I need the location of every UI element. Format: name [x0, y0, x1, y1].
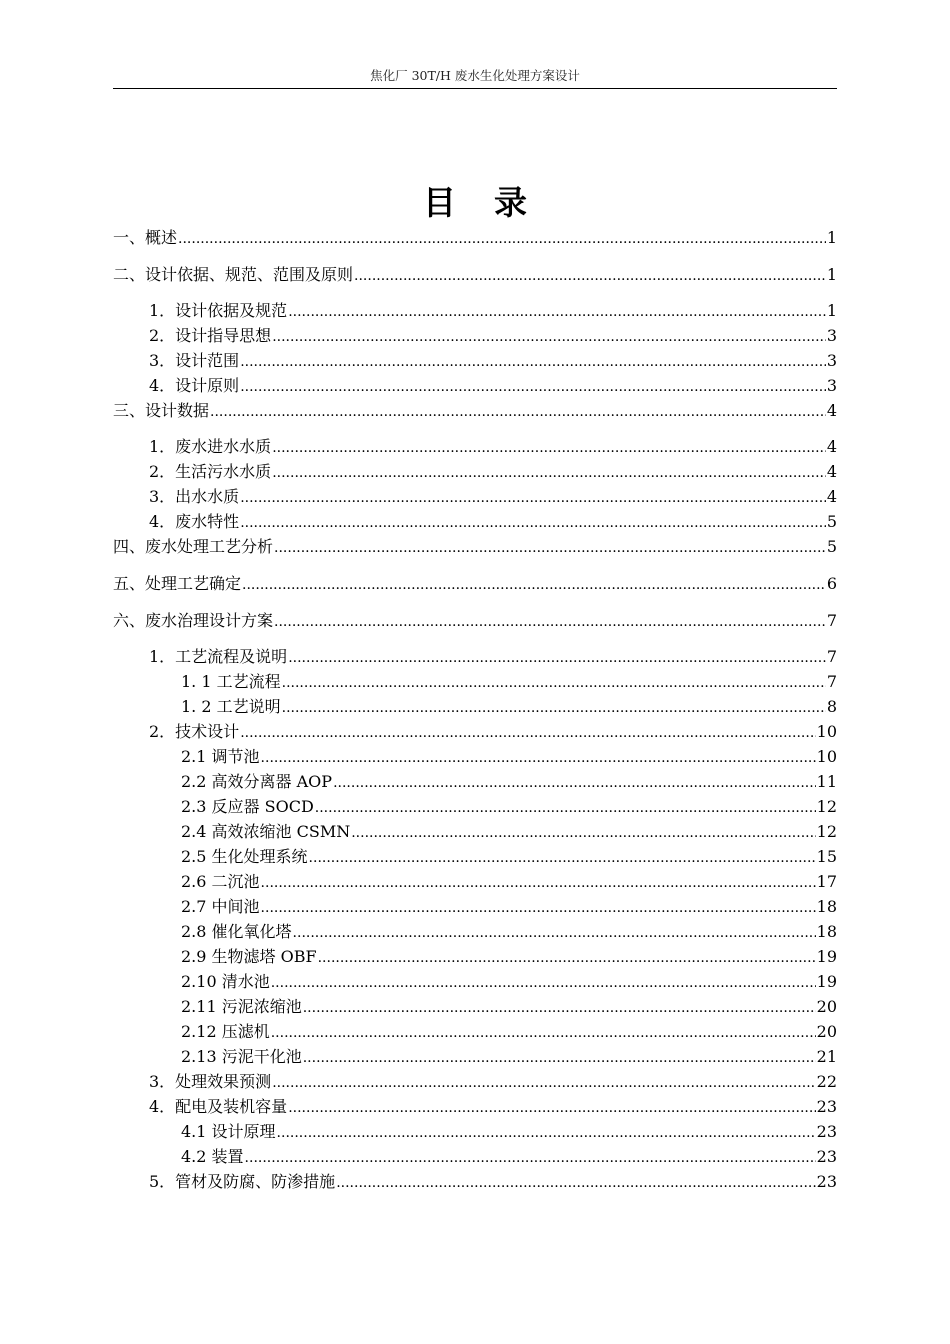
toc-leader-dots — [354, 263, 826, 288]
toc-entry-label: 2.4 高效浓缩池 CSMN — [181, 822, 351, 841]
toc-leader-dots — [271, 1020, 816, 1045]
toc-entry-page: 23 — [816, 1122, 837, 1141]
toc-entry-label: 2．生活污水水质 — [149, 462, 272, 481]
toc-leader-dots — [272, 460, 826, 485]
toc-entry-label: 2.8 催化氧化塔 — [181, 922, 292, 941]
toc-leader-dots — [240, 485, 826, 510]
toc-entry[interactable] — [181, 1020, 837, 1044]
toc-leader-dots — [336, 1170, 815, 1195]
toc-leader-dots — [240, 510, 826, 535]
toc-leader-dots — [318, 945, 816, 970]
toc-entry[interactable] — [149, 435, 837, 459]
toc-entry-page: 5 — [826, 512, 837, 531]
toc-entry-page: 6 — [826, 574, 837, 593]
toc-entry-page: 7 — [826, 647, 837, 666]
toc-entry-label: 二、设计依据、规范、范围及原则 — [113, 265, 354, 284]
toc-entry-page: 10 — [816, 747, 837, 766]
toc-entry-page: 7 — [826, 611, 837, 630]
toc-leader-dots — [293, 920, 816, 945]
toc-leader-dots — [351, 820, 815, 845]
toc-entry[interactable] — [149, 349, 837, 373]
toc-entry[interactable] — [149, 720, 837, 744]
page-header — [113, 66, 837, 89]
toc-entry-label: 2.9 生物滤塔 OBF — [181, 947, 317, 966]
toc-entry[interactable] — [149, 1095, 837, 1119]
toc-entry[interactable] — [113, 226, 837, 250]
toc-entry[interactable] — [149, 374, 837, 398]
toc-entry[interactable] — [181, 670, 837, 694]
toc-leader-dots — [288, 299, 826, 324]
toc-entry[interactable] — [181, 745, 837, 769]
toc-leader-dots — [282, 670, 826, 695]
toc-leader-dots — [303, 1045, 816, 1070]
toc-entry-label: 2.5 生化处理系统 — [181, 847, 308, 866]
toc-entry[interactable] — [181, 870, 837, 894]
toc-leader-dots — [303, 995, 816, 1020]
toc-entry-label: 4．废水特性 — [149, 512, 240, 531]
toc-entry-page: 1 — [826, 228, 837, 247]
page-header-text: 焦化厂 30T/H 废水生化处理方案设计 — [370, 68, 580, 83]
toc-entry-label: 2.1 调节池 — [181, 747, 260, 766]
toc-entry[interactable] — [149, 645, 837, 669]
toc-entry[interactable] — [181, 1120, 837, 1144]
toc-entry-page: 23 — [816, 1172, 837, 1191]
toc-title: 目录 — [423, 183, 565, 222]
toc-entry-page: 8 — [826, 697, 837, 716]
toc-leader-dots — [178, 226, 826, 251]
toc-entry-page: 12 — [816, 822, 837, 841]
toc-leader-dots — [288, 1095, 815, 1120]
toc-entry-label: 4．配电及装机容量 — [149, 1097, 288, 1116]
toc-entry-page: 19 — [816, 947, 837, 966]
toc-leader-dots — [272, 324, 826, 349]
toc-entry[interactable] — [113, 609, 837, 633]
toc-leader-dots — [261, 895, 816, 920]
toc-entry-label: 1. 2 工艺说明 — [181, 697, 281, 716]
toc-leader-dots — [210, 399, 826, 424]
toc-entry-label: 三、设计数据 — [113, 401, 210, 420]
toc-entry-label: 2.11 污泥浓缩池 — [181, 997, 302, 1016]
toc-entry[interactable] — [181, 820, 837, 844]
toc-entry-page: 4 — [826, 437, 837, 456]
toc-entry-label: 4.2 装置 — [181, 1147, 244, 1166]
toc-entry[interactable] — [181, 1045, 837, 1069]
toc-leader-dots — [277, 1120, 816, 1145]
toc-leader-dots — [240, 374, 826, 399]
toc-leader-dots — [261, 870, 816, 895]
toc-entry[interactable] — [149, 1170, 837, 1194]
toc-entry[interactable] — [113, 572, 837, 596]
toc-entry-page: 3 — [826, 326, 837, 345]
toc-entry-page: 7 — [826, 672, 837, 691]
toc-entry[interactable] — [181, 695, 837, 719]
toc-entry[interactable] — [181, 1145, 837, 1169]
toc-leader-dots — [274, 609, 826, 634]
toc-entry[interactable] — [113, 535, 837, 559]
toc-entry-label: 2．设计指导思想 — [149, 326, 272, 345]
toc-entry-page: 15 — [816, 847, 837, 866]
toc-entry-label: 1．废水进水水质 — [149, 437, 272, 456]
toc-entry-page: 5 — [826, 537, 837, 556]
toc-entry-page: 4 — [826, 462, 837, 481]
toc-entry-label: 2.12 压滤机 — [181, 1022, 270, 1041]
toc-entry-label: 2．技术设计 — [149, 722, 240, 741]
toc-entry-label: 5．管材及防腐、防渗措施 — [149, 1172, 336, 1191]
toc-leader-dots — [272, 1070, 815, 1095]
toc-leader-dots — [271, 970, 816, 995]
toc-entry-page: 4 — [826, 401, 837, 420]
toc-entry[interactable] — [149, 510, 837, 534]
toc-entry[interactable] — [181, 895, 837, 919]
toc-entry-page: 22 — [816, 1072, 837, 1091]
toc-entry[interactable] — [181, 945, 837, 969]
toc-entry[interactable] — [149, 460, 837, 484]
toc-entry-label: 4.1 设计原理 — [181, 1122, 276, 1141]
toc-leader-dots — [288, 645, 826, 670]
toc-entry-page: 1 — [826, 301, 837, 320]
toc-entry-label: 2.2 高效分离器 AOP — [181, 772, 333, 791]
toc-entry-page: 18 — [816, 897, 837, 916]
toc-entry[interactable] — [181, 770, 837, 794]
toc-entry-page: 23 — [816, 1147, 837, 1166]
toc-entry-page: 1 — [826, 265, 837, 284]
toc-entry-label: 一、概述 — [113, 228, 178, 247]
toc-entry-label: 五、处理工艺确定 — [113, 574, 242, 593]
toc-entry-label: 2.10 清水池 — [181, 972, 270, 991]
toc-entry-page: 3 — [826, 376, 837, 395]
toc-entry-label: 2.3 反应器 SOCD — [181, 797, 314, 816]
toc-entry-label: 3．出水水质 — [149, 487, 240, 506]
toc-leader-dots — [315, 795, 816, 820]
toc-entry[interactable] — [181, 795, 837, 819]
toc-entry-page: 4 — [826, 487, 837, 506]
toc-entry-page: 20 — [816, 997, 837, 1016]
toc-entry-label: 3．处理效果预测 — [149, 1072, 272, 1091]
toc-leader-dots — [242, 572, 826, 597]
toc-leader-dots — [282, 695, 826, 720]
toc-entry-label: 2.6 二沉池 — [181, 872, 260, 891]
toc-entry[interactable] — [149, 485, 837, 509]
toc-entry-label: 四、废水处理工艺分析 — [113, 537, 274, 556]
toc-entry-label: 3．设计范围 — [149, 351, 240, 370]
toc-leader-dots — [245, 1145, 816, 1170]
toc-entry[interactable] — [113, 399, 837, 423]
toc-leader-dots — [333, 770, 816, 795]
toc-entry-page: 10 — [816, 722, 837, 741]
toc-entry-label: 4．设计原则 — [149, 376, 240, 395]
toc-entry[interactable] — [149, 1070, 837, 1094]
toc-entry-label: 2.7 中间池 — [181, 897, 260, 916]
toc-entry[interactable] — [181, 845, 837, 869]
toc-leader-dots — [272, 435, 826, 460]
toc-leader-dots — [240, 349, 826, 374]
toc-entry-page: 12 — [816, 797, 837, 816]
toc-entry[interactable] — [149, 299, 837, 323]
toc-entry-page: 18 — [816, 922, 837, 941]
toc-leader-dots — [240, 720, 815, 745]
toc-entry-label: 六、废水治理设计方案 — [113, 611, 274, 630]
toc-entry[interactable] — [181, 970, 837, 994]
toc-entry-label: 1．设计依据及规范 — [149, 301, 288, 320]
toc-entry-page: 3 — [826, 351, 837, 370]
toc-leader-dots — [274, 535, 826, 560]
toc-leader-dots — [309, 845, 816, 870]
toc-entry-label: 1. 1 工艺流程 — [181, 672, 281, 691]
toc-entry[interactable] — [149, 324, 837, 348]
toc-leader-dots — [261, 745, 816, 770]
toc-entry-page: 19 — [816, 972, 837, 991]
toc-entry-page: 11 — [816, 772, 837, 791]
toc-entry-page: 23 — [816, 1097, 837, 1116]
toc-entry[interactable] — [113, 263, 837, 287]
toc-entry-page: 20 — [816, 1022, 837, 1041]
toc-entry-page: 21 — [816, 1047, 837, 1066]
toc-entry-label: 1．工艺流程及说明 — [149, 647, 288, 666]
toc-entry[interactable] — [181, 920, 837, 944]
toc-entry[interactable] — [181, 995, 837, 1019]
toc-entry-page: 17 — [816, 872, 837, 891]
toc-entry-label: 2.13 污泥干化池 — [181, 1047, 302, 1066]
